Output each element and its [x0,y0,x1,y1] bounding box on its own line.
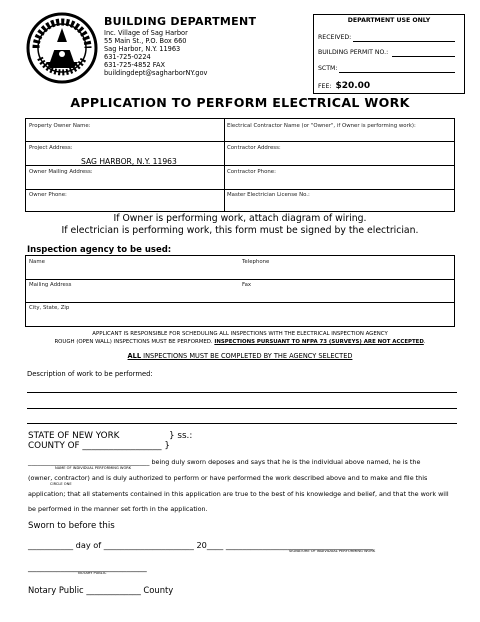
email-line: buildingdept@sagharborNY.gov [104,69,208,77]
sctm-label: SCTM: [318,65,338,72]
rough-inspection-line [0,339,480,345]
all-inspections-text: INSPECTIONS MUST BE COMPLETED BY THE AGENCY SELECTED [141,352,353,360]
notary-county-line[interactable]: Notary Public _____________ County [28,585,174,595]
ss-label: } ss.: [169,431,193,441]
state-label: STATE OF NEW YORK [28,431,120,441]
affidavit-line-3: application; that all statements contained in this application are true to the best of his knowledge and belief, and that the work will [28,490,449,498]
applicant-info-table [25,118,455,212]
name-caption: NAME OF INDIVIDUAL PERFORMING WORK [55,466,132,470]
contractor-phone-label: Contractor Phone: [227,169,276,175]
sctm-field[interactable] [339,72,455,73]
individual-name-field[interactable]: ______________________________________ [28,458,150,466]
affidavit-line-4: be performed in the manner set forth in the application. [28,505,208,513]
permit-label: BUILDING PERMIT NO.: [318,49,389,56]
description-line[interactable] [27,392,457,393]
fee-value: $20.00 [335,81,371,91]
fax-line: 631-725-4852 FAX [104,61,166,69]
department-use-box [313,14,465,94]
permit-field[interactable] [392,56,455,57]
department-use-title: DEPARTMENT USE ONLY [347,17,431,24]
address-line: Sag Harbor, N.Y. 11963 [104,45,181,53]
project-address-label: Project Address: [29,145,73,151]
sworn-label: Sworn to before this [28,521,115,531]
date-signature-line[interactable]: ___________ day of ______________________ 20____ ____________________________________ [28,540,374,550]
nfpa-warning: INSPECTIONS PURSUANT TO NFPA 73 (SURVEYS) ARE NOT ACCEPTED [214,339,424,345]
inspection-agency-title: Inspection agency to be used: [27,245,172,255]
notary-signature-line[interactable]: _____________________________ [28,562,147,572]
circle-one-caption: CIRCLE ONE [50,482,72,486]
received-field[interactable] [353,41,455,42]
description-line[interactable] [27,423,457,424]
agency-city-label: City, State, Zip [29,305,70,311]
master-license-label: Master Electrician License No.: [227,192,310,198]
received-label: RECEIVED: [318,34,352,41]
rough-inspection-text: ROUGH (OPEN WALL) INSPECTIONS MUST BE PERFORMED. [54,339,213,345]
address-line: 55 Main St., P.O. Box 660 [104,37,187,45]
contractor-name-label: Electrical Contractor Name (or "Owner", if Owner is performing work): [227,123,416,129]
affidavit-line-1 [28,458,420,466]
owner-name-label: Property Owner Name: [29,123,91,129]
fee-row [318,81,370,91]
affidavit-line-2: (owner, contractor) and is duly authorized to perform or have performed the work described above and to make and file this [28,474,428,482]
all-emphasis: ALL [127,352,142,360]
inspection-agency-table [25,255,455,327]
address-line: Inc. Village of Sag Harbor [104,29,188,37]
department-name: BUILDING DEPARTMENT [104,15,257,28]
agency-fax-label: Fax [242,282,252,288]
electrician-note: If electrician is performing work, this form must be signed by the electrician. [61,225,419,236]
form-title: APPLICATION TO PERFORM ELECTRICAL WORK [70,95,410,110]
owner-note: If Owner is performing work, attach diagram of wiring. [113,213,367,224]
agency-name-label: Name [29,259,45,265]
notary-caption: NOTARY PUBLIC [78,571,107,575]
agency-telephone-label: Telephone [242,259,270,265]
owner-mailing-label: Owner Mailing Address: [29,169,93,175]
all-inspections-line [0,352,480,360]
responsibility-line: APPLICANT IS RESPONSIBLE FOR SCHEDULING ALL INSPECTIONS WITH THE ELECTRICAL INSPECTION AGENCY [92,331,388,337]
description-label: Description of work to be performed: [27,370,153,378]
agency-mailing-label: Mailing Address [29,282,72,288]
county-line[interactable]: COUNTY OF __________________ } [28,441,170,451]
village-seal [26,12,98,84]
owner-phone-label: Owner Phone: [29,192,67,198]
contractor-address-label: Contractor Address: [227,145,281,151]
period: . [423,339,426,345]
signature-caption: SIGNATURE OF INDIVIDUAL PERFORMING WORK [289,549,376,553]
description-line[interactable] [27,408,457,409]
fee-label: FEE: [318,83,332,90]
affidavit-text: being duly sworn deposes and says that he is the individual above named, he is the [151,458,421,466]
project-address-value[interactable]: SAG HARBOR, N.Y. 11963 [81,157,177,166]
phone-line: 631-725-0224 [104,53,151,61]
